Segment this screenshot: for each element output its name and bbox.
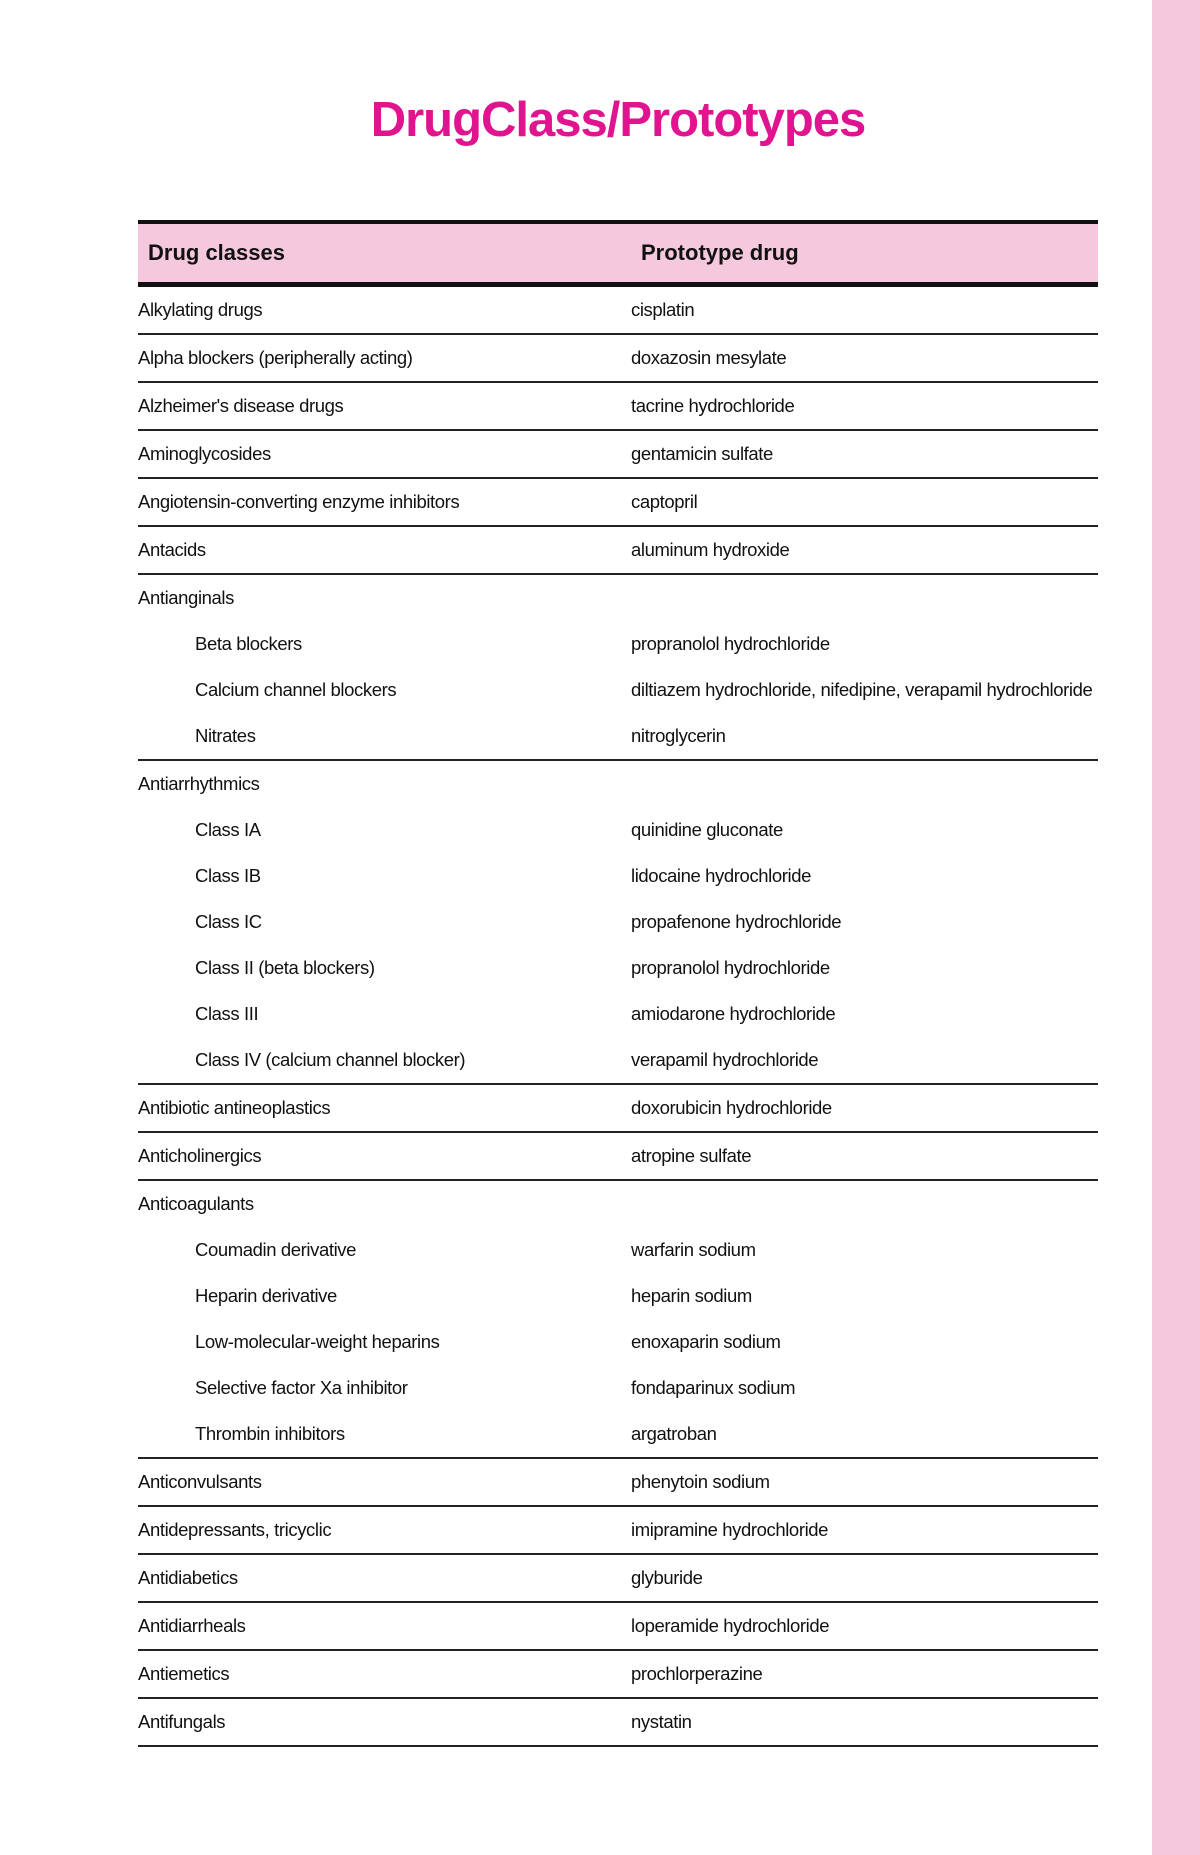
- table-row: [138, 479, 1098, 527]
- table-row: [138, 853, 1098, 899]
- drug-subclass-cell: Class IC: [195, 911, 262, 932]
- prototype-drug-cell: nystatin: [631, 1711, 692, 1732]
- prototype-drug-cell: diltiazem hydrochloride, nifedipine, verapamil hydrochloride: [631, 679, 1093, 700]
- drug-subclass-cell: Selective factor Xa inhibitor: [195, 1377, 408, 1398]
- prototype-drug-cell: amiodarone hydrochloride: [631, 1003, 836, 1024]
- prototype-drug-cell: fondaparinux sodium: [631, 1377, 796, 1398]
- prototype-drug-cell: cisplatin: [631, 299, 695, 320]
- table-row: [138, 1273, 1098, 1319]
- table-row: [138, 287, 1098, 335]
- table-row: [138, 1699, 1098, 1747]
- prototype-drug-cell: quinidine gluconate: [631, 819, 783, 840]
- prototype-drug-cell: tacrine hydrochloride: [631, 395, 795, 416]
- drug-class-cell: Antiarrhythmics: [138, 773, 260, 794]
- table-row: [138, 1181, 1098, 1227]
- table-row: [138, 1227, 1098, 1273]
- prototype-drug-cell: lidocaine hydrochloride: [631, 865, 812, 886]
- table-row: [138, 761, 1098, 807]
- prototype-drug-cell: gentamicin sulfate: [631, 443, 773, 464]
- prototype-drug-cell: aluminum hydroxide: [631, 539, 790, 560]
- prototype-drug-cell: heparin sodium: [631, 1285, 752, 1306]
- prototype-drug-cell: nitroglycerin: [631, 725, 726, 746]
- table-row: [138, 575, 1098, 621]
- table-row: [138, 1085, 1098, 1133]
- table-row: [138, 431, 1098, 479]
- table-row: [138, 807, 1098, 853]
- drug-class-table: [138, 220, 1098, 1747]
- prototype-drug-cell: loperamide hydrochloride: [631, 1615, 830, 1636]
- table-row: [138, 1507, 1098, 1555]
- prototype-drug-cell: imipramine hydrochloride: [631, 1519, 829, 1540]
- table-row: [138, 1651, 1098, 1699]
- drug-subclass-cell: Class IV (calcium channel blocker): [195, 1049, 466, 1070]
- prototype-drug-cell: verapamil hydrochloride: [631, 1049, 819, 1070]
- drug-subclass-cell: Heparin derivative: [195, 1285, 337, 1306]
- drug-class-cell: Aminoglycosides: [138, 443, 271, 464]
- table-row: [138, 1365, 1098, 1411]
- drug-class-cell: Antidiabetics: [138, 1567, 238, 1588]
- drug-subclass-cell: Nitrates: [195, 725, 256, 746]
- prototype-drug-cell: captopril: [631, 491, 698, 512]
- drug-class-cell: Angiotensin-converting enzyme inhibitors: [138, 491, 460, 512]
- drug-subclass-cell: Coumadin derivative: [195, 1239, 357, 1260]
- drug-subclass-cell: Class IB: [195, 865, 261, 886]
- drug-class-cell: Anticonvulsants: [138, 1471, 262, 1492]
- prototype-drug-cell: doxorubicin hydrochloride: [631, 1097, 832, 1118]
- prototype-drug-cell: atropine sulfate: [631, 1145, 752, 1166]
- drug-class-cell: Antidepressants, tricyclic: [138, 1519, 332, 1540]
- table-row: [138, 667, 1098, 713]
- drug-class-cell: Anticholinergics: [138, 1145, 262, 1166]
- table-row: [138, 945, 1098, 991]
- prototype-drug-cell: prochlorperazine: [631, 1663, 763, 1684]
- drug-subclass-cell: Calcium channel blockers: [195, 679, 397, 700]
- table-row: [138, 1133, 1098, 1181]
- drug-class-cell: Alkylating drugs: [138, 299, 263, 320]
- table-row: [138, 1037, 1098, 1085]
- prototype-drug-cell: doxazosin mesylate: [631, 347, 787, 368]
- drug-class-cell: Anticoagulants: [138, 1193, 254, 1214]
- drug-class-cell: Antifungals: [138, 1711, 226, 1732]
- drug-subclass-cell: Beta blockers: [195, 633, 302, 654]
- drug-subclass-cell: Class II (beta blockers): [195, 957, 375, 978]
- table-row: [138, 1603, 1098, 1651]
- drug-class-cell: Alzheimer's disease drugs: [138, 395, 344, 416]
- prototype-drug-cell: propranolol hydrochloride: [631, 957, 830, 978]
- prototype-drug-cell: glyburide: [631, 1567, 703, 1588]
- table-row: [138, 713, 1098, 761]
- prototype-drug-cell: propafenone hydrochloride: [631, 911, 842, 932]
- table-header-row: [138, 220, 1098, 287]
- drug-class-cell: Antianginals: [138, 587, 234, 608]
- header-prototype-drug: Prototype drug: [641, 240, 799, 265]
- drug-class-cell: Antibiotic antineoplastics: [138, 1097, 331, 1118]
- table-row: [138, 527, 1098, 575]
- drug-subclass-cell: Low-molecular-weight heparins: [195, 1331, 440, 1352]
- table-row: [138, 383, 1098, 431]
- header-drug-classes: Drug classes: [148, 240, 285, 265]
- table-row: [138, 899, 1098, 945]
- table-row: [138, 335, 1098, 383]
- drug-class-cell: Alpha blockers (peripherally acting): [138, 347, 413, 368]
- side-color-band: [1152, 0, 1200, 1855]
- table-row: [138, 1319, 1098, 1365]
- drug-subclass-cell: Thrombin inhibitors: [195, 1423, 345, 1444]
- prototype-drug-cell: argatroban: [631, 1423, 717, 1444]
- prototype-drug-cell: phenytoin sodium: [631, 1471, 770, 1492]
- page-title: DrugClass/Prototypes: [370, 93, 866, 147]
- drug-subclass-cell: Class III: [195, 1003, 259, 1024]
- table-row: [138, 621, 1098, 667]
- drug-class-cell: Antacids: [138, 539, 206, 560]
- prototype-drug-cell: enoxaparin sodium: [631, 1331, 781, 1352]
- table-row: [138, 1411, 1098, 1459]
- drug-class-cell: Antiemetics: [138, 1663, 230, 1684]
- table-body: [138, 287, 1098, 1747]
- prototype-drug-cell: warfarin sodium: [631, 1239, 756, 1260]
- prototype-drug-cell: propranolol hydrochloride: [631, 633, 830, 654]
- table-row: [138, 1555, 1098, 1603]
- drug-subclass-cell: Class IA: [195, 819, 261, 840]
- table-row: [138, 991, 1098, 1037]
- table-row: [138, 1459, 1098, 1507]
- drug-class-cell: Antidiarrheals: [138, 1615, 246, 1636]
